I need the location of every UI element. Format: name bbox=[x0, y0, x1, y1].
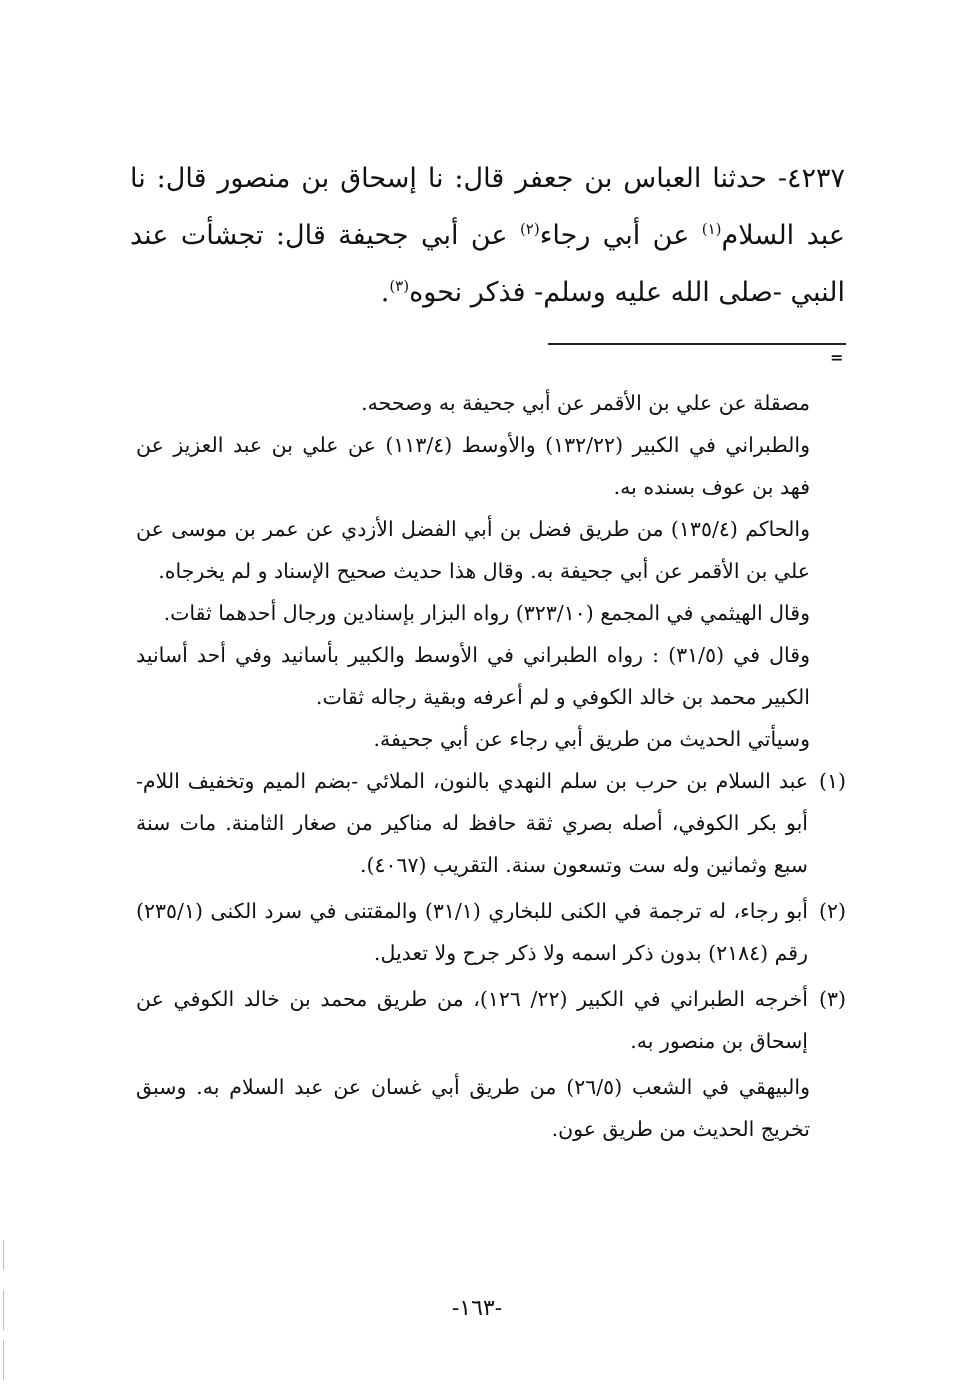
footnote-number: (٣) bbox=[818, 987, 846, 1011]
footnote-2 bbox=[136, 890, 846, 974]
hadith-segment-3: عن أبي رجاء bbox=[539, 220, 702, 251]
footnote-3 bbox=[136, 978, 846, 1062]
hadith-text bbox=[130, 150, 845, 321]
hadith-end: . bbox=[380, 277, 390, 308]
footnote-number: (١) bbox=[818, 769, 846, 793]
page-number: -١٦٣- bbox=[451, 1296, 503, 1321]
footnote-ref-2: (٢) bbox=[519, 220, 540, 238]
footnotes-section bbox=[136, 382, 846, 1150]
hadith-segment-4: عن أبي جحيفة قال: تجشأت عند النبي bbox=[130, 220, 845, 308]
footnote-3-continuation: والبيهقي في الشعب (٢٦/٥) من طريق أبي غسان عن عبد السلام به. وسبق تخريج الحديث من طريق عون. bbox=[136, 1075, 810, 1141]
margin-scan-mark bbox=[3, 1340, 4, 1380]
footnote-continuation: وسيأتي الحديث من طريق أبي رجاء عن أبي جحيفة. bbox=[373, 727, 810, 751]
footnote-ref-1: (١) bbox=[701, 220, 722, 238]
footnote-continuation: وقال الهيثمي في المجمع (٣٢٣/١٠) رواه البزار بإسنادين ورجال أحدهما ثقات. bbox=[163, 601, 810, 625]
margin-scan-mark bbox=[3, 1240, 4, 1270]
footnote-continuation: والطبراني في الكبير (١٣٢/٢٢) والأوسط (١١٣/٤) عن علي بن عبد العزيز عن فهد بن عوف بسنده به. bbox=[136, 433, 810, 499]
footnote-1 bbox=[136, 760, 846, 886]
footnote-separator bbox=[548, 343, 846, 345]
footnote-text: عبد السلام بن حرب بن سلم النهدي بالنون، الملائي -بضم الميم وتخفيف اللام- أبو بكر الكوفي، أصله بصري ثقة حافظ له مناكير من صغار الثامنة. مات سنة سبع وثمانين وله ست وتسعون سنة. التقريب (٤٠٦٧). bbox=[136, 769, 808, 877]
margin-scan-mark bbox=[3, 1290, 4, 1330]
footnote-text: أبو رجاء، له ترجمة في الكنى للبخاري (٣١/١) والمقتنى في سرد الكنى (٢٣٥/١) رقم (٢١٨٤) بدون ذكر اسمه ولا ذكر جرح ولا تعديل. bbox=[136, 899, 808, 965]
footnote-continuation: مصقلة عن علي بن الأقمر عن أبي جحيفة به وصححه. bbox=[361, 391, 810, 415]
footnote-number: (٢) bbox=[818, 899, 846, 923]
hadith-segment-2: نا عبد السلام bbox=[130, 163, 846, 251]
footnote-ref-3: (٣) bbox=[389, 277, 410, 295]
hadith-paragraph bbox=[130, 150, 845, 321]
hadith-line-1: ٤٢٣٧- حدثنا العباس بن جعفر قال: نا إسحاق بن منصور قال: bbox=[156, 163, 845, 194]
footnote-continuation: وقال في (٣١/٥) : رواه الطبراني في الأوسط والكبير بأسانيد وفي أحد أسانيد الكبير محمد بن خالد الكوفي و لم أعرفه وبقية رجاله ثقات. bbox=[136, 643, 810, 709]
hadith-segment-5: -صلى الله عليه وسلم- فذكر نحوه bbox=[409, 277, 782, 308]
footnote-text: أخرجه الطبراني في الكبير (٢٢/ ١٢٦)، من طريق محمد بن خالد الكوفي عن إسحاق بن منصور به. bbox=[136, 987, 808, 1053]
continuation-mark: = bbox=[830, 348, 844, 367]
footnote-continuation: والحاكم (١٣٥/٤) من طريق فضل بن أبي الفضل الأزدي عن عمر بن موسى عن علي بن الأقمر عن أبي جحيفة به. وقال هذا حديث صحيح الإسناد و لم يخرجاه. bbox=[136, 517, 810, 583]
